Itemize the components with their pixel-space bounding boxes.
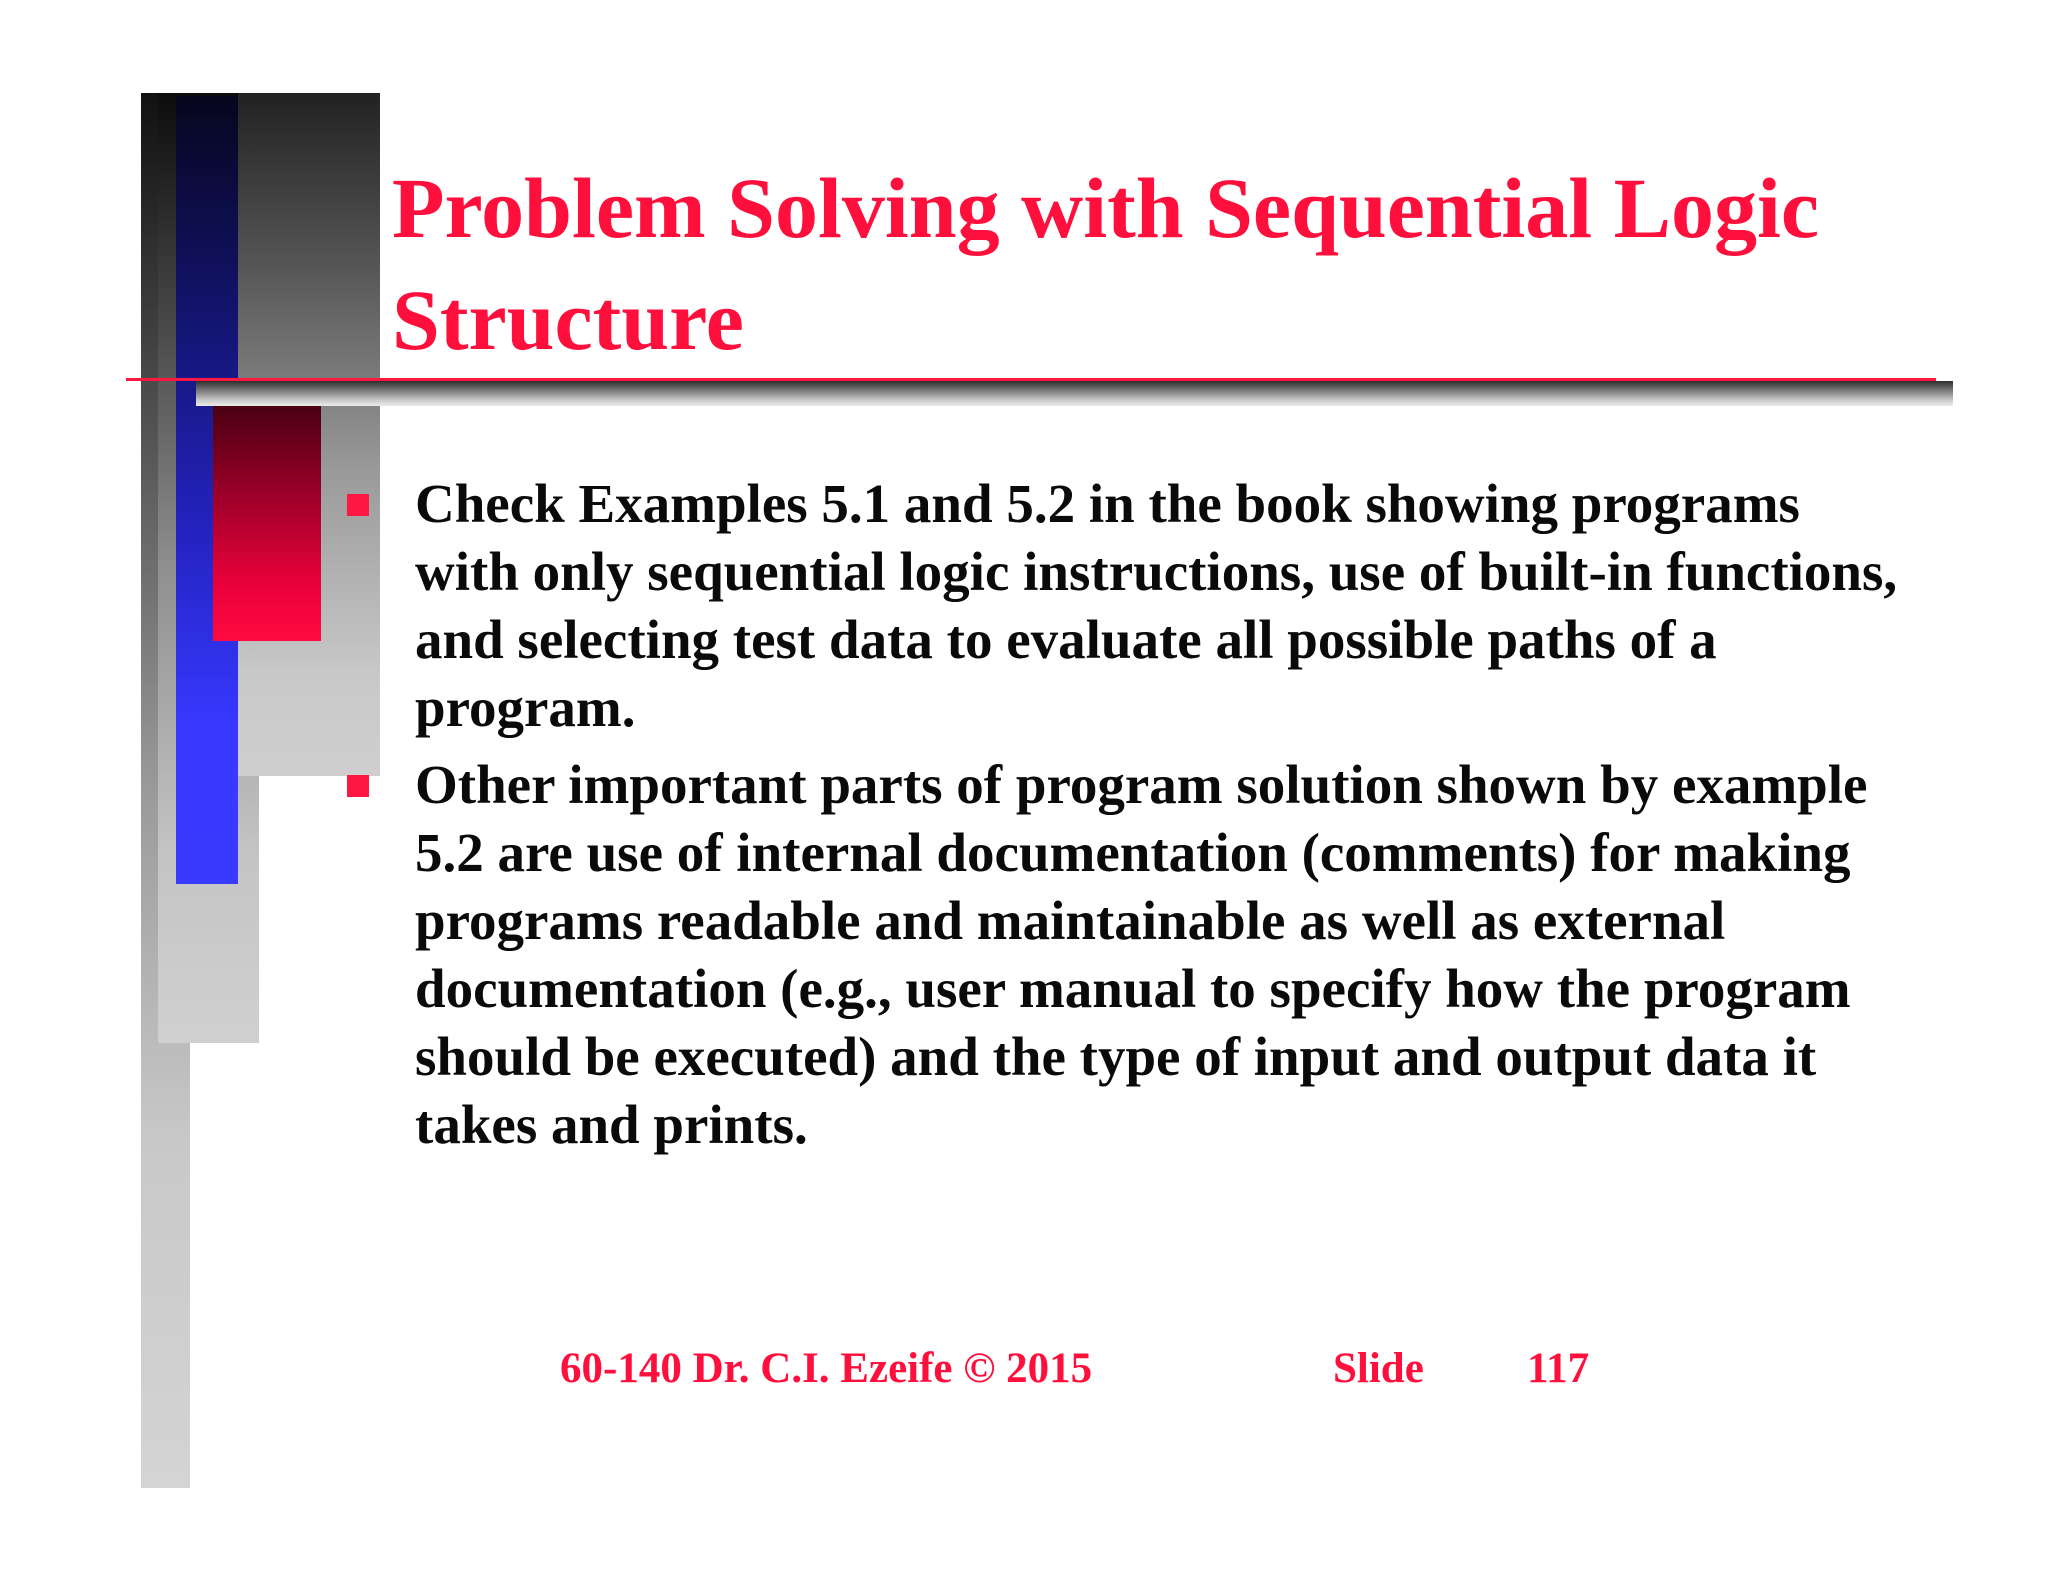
- bullet-item: [345, 751, 1905, 1159]
- bullet-text: Check Examples 5.1 and 5.2 in the book showing programs with only sequential logic instructions, use of built-in functions, and selecting test data to evaluate all possible paths of a program.: [415, 473, 1898, 738]
- footer-course-author: 60-140 Dr. C.I. Ezeife © 2015: [560, 1345, 1093, 1392]
- square-bullet-icon: [347, 775, 369, 797]
- bullet-text: Other important parts of program solution shown by example 5.2 are use of internal documentation (comments) for making programs readable and maintainable as well as external documentation (e.g., user manual to specify how the program should be executed) and the type of input and output data it takes and prints.: [415, 754, 1868, 1155]
- footer-slide-number: 117: [1527, 1345, 1590, 1392]
- footer-slide-label: Slide: [1333, 1345, 1424, 1392]
- slide-title: Problem Solving with Sequential Logic Structure: [392, 160, 1820, 368]
- title-divider-shadow: [196, 381, 1953, 406]
- bullet-item: [345, 470, 1905, 742]
- square-bullet-icon: [347, 494, 369, 516]
- slide-footer: [560, 1344, 1760, 1404]
- bullet-list: [345, 470, 1905, 1168]
- decorative-red-bar: [213, 406, 321, 641]
